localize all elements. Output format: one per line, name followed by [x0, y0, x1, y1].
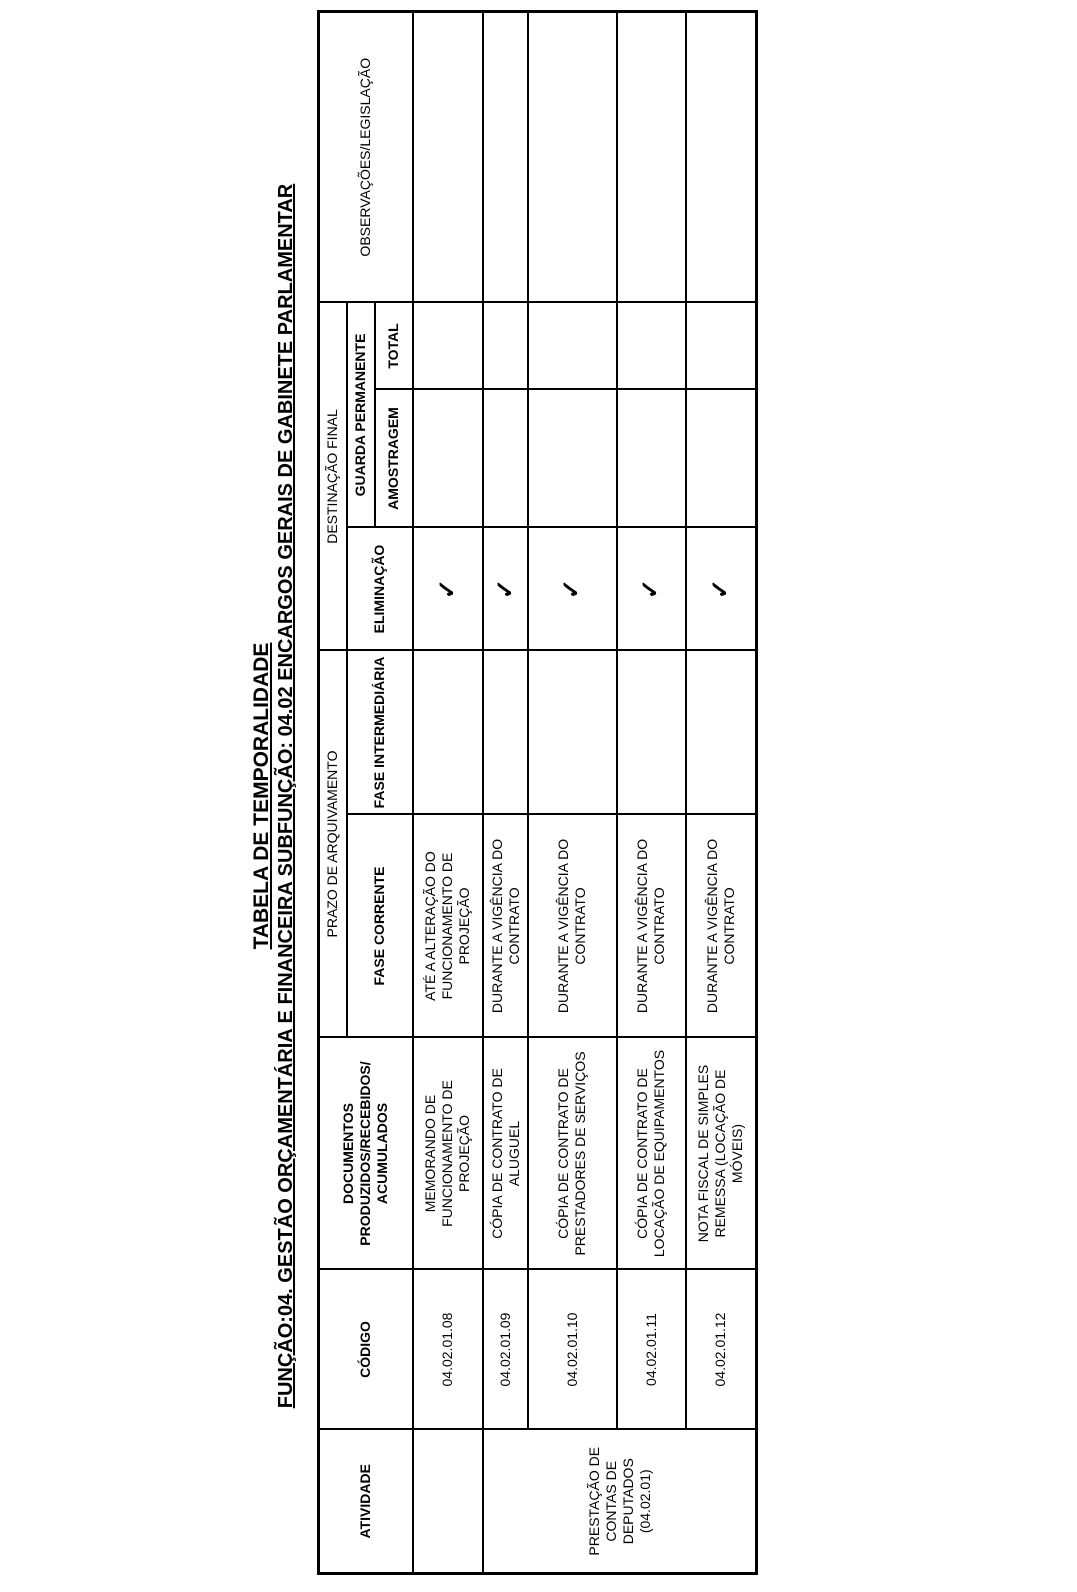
header-destinacao: DESTINAÇÃO FINAL — [319, 302, 347, 650]
observacoes-cell — [686, 11, 757, 302]
title-block — [250, 0, 298, 1592]
fase-corrente-cell: DURANTE A VIGÊNCIA DO CONTRATO — [528, 815, 617, 1038]
codigo-cell: 04.02.01.10 — [528, 1270, 617, 1430]
table-row — [686, 11, 757, 1573]
amostragem-cell — [483, 390, 528, 528]
fase-corrente-cell: ATÉ A ALTERAÇÃO DO FUNCIONAMENTO DE PROJEÇÃO — [413, 815, 484, 1038]
table-row — [413, 11, 484, 1573]
header-atividade: ATIVIDADE — [319, 1430, 413, 1574]
observacoes-cell — [483, 11, 528, 302]
amostragem-cell — [617, 390, 686, 528]
observacoes-cell — [413, 11, 484, 302]
eliminacao-cell — [413, 528, 484, 651]
eliminacao-cell — [686, 528, 757, 651]
total-cell — [617, 302, 686, 389]
amostragem-cell — [413, 390, 484, 528]
codigo-cell: 04.02.01.11 — [617, 1270, 686, 1430]
header-amostragem: AMOSTRAGEM — [375, 390, 413, 528]
documento-cell: NOTA FISCAL DE SIMPLES REMESSA (LOCAÇÃO DE MÓVEIS) — [686, 1038, 757, 1270]
header-eliminacao: ELIMINAÇÃO — [347, 528, 413, 651]
header-prazo: PRAZO DE ARQUIVAMENTO — [319, 651, 347, 1038]
header-observacoes: OBSERVAÇÕES/LEGISLAÇÃO — [319, 11, 413, 302]
fase-intermediaria-cell — [686, 651, 757, 815]
total-cell — [686, 302, 757, 389]
temporality-table — [317, 10, 758, 1575]
eliminacao-cell — [528, 528, 617, 651]
observacoes-cell — [528, 11, 617, 302]
check-mark-icon: ✓ — [433, 578, 461, 600]
codigo-cell: 04.02.01.08 — [413, 1270, 484, 1430]
document-subtitle: FUNÇÃO:04. GESTÃO ORÇAMENTÁRIA E FINANCEIRA SUBFUNÇÃO: 04.02 ENCARGOS GERAIS DE GABINETE PARLAMENTAR — [275, 183, 297, 1409]
fase-corrente-cell: DURANTE A VIGÊNCIA DO CONTRATO — [483, 815, 528, 1038]
document-title: TABELA DE TEMPORALIDADE — [250, 642, 273, 950]
header-codigo: CÓDIGO — [319, 1270, 413, 1430]
table-row — [617, 11, 686, 1573]
fase-intermediaria-cell — [413, 651, 484, 815]
documento-cell: CÓPIA DE CONTRATO DE PRESTADORES DE SERVIÇOS — [528, 1038, 617, 1270]
documento-cell: CÓPIA DE CONTRATO DE ALUGUEL — [483, 1038, 528, 1270]
amostragem-cell — [686, 390, 757, 528]
total-cell — [483, 302, 528, 389]
check-mark-icon: ✓ — [558, 578, 586, 600]
table-row — [483, 11, 528, 1573]
fase-intermediaria-cell — [528, 651, 617, 815]
fase-intermediaria-cell — [483, 651, 528, 815]
total-cell — [528, 302, 617, 389]
check-mark-icon: ✓ — [637, 578, 665, 600]
fase-corrente-cell: DURANTE A VIGÊNCIA DO CONTRATO — [617, 815, 686, 1038]
fase-corrente-cell: DURANTE A VIGÊNCIA DO CONTRATO — [686, 815, 757, 1038]
fase-intermediaria-cell — [617, 651, 686, 815]
observacoes-cell — [617, 11, 686, 302]
codigo-cell: 04.02.01.12 — [686, 1270, 757, 1430]
header-fase-intermediaria: FASE INTERMEDIÁRIA — [347, 651, 413, 815]
header-guarda-permanente: GUARDA PERMANENTE — [347, 302, 375, 527]
check-mark-icon: ✓ — [491, 578, 519, 600]
atividade-cell-empty — [413, 1430, 484, 1574]
codigo-cell: 04.02.01.09 — [483, 1270, 528, 1430]
eliminacao-cell — [483, 528, 528, 651]
header-total: TOTAL — [375, 302, 413, 389]
amostragem-cell — [528, 390, 617, 528]
documento-cell: MEMORANDO DE FUNCIONAMENTO DE PROJEÇÃO — [413, 1038, 484, 1270]
table-row — [528, 11, 617, 1573]
header-documentos: DOCUMENTOS PRODUZIDOS/RECEBIDOS/ ACUMULADOS — [319, 1038, 413, 1270]
total-cell — [413, 302, 484, 389]
header-fase-corrente: FASE CORRENTE — [347, 815, 413, 1038]
eliminacao-cell — [617, 528, 686, 651]
check-mark-icon: ✓ — [706, 578, 734, 600]
documento-cell: CÓPIA DE CONTRATO DE LOCAÇÃO DE EQUIPAMENTOS — [617, 1038, 686, 1270]
atividade-cell: PRESTAÇÃO DE CONTAS DE DEPUTADOS (04.02.01) — [483, 1430, 756, 1574]
